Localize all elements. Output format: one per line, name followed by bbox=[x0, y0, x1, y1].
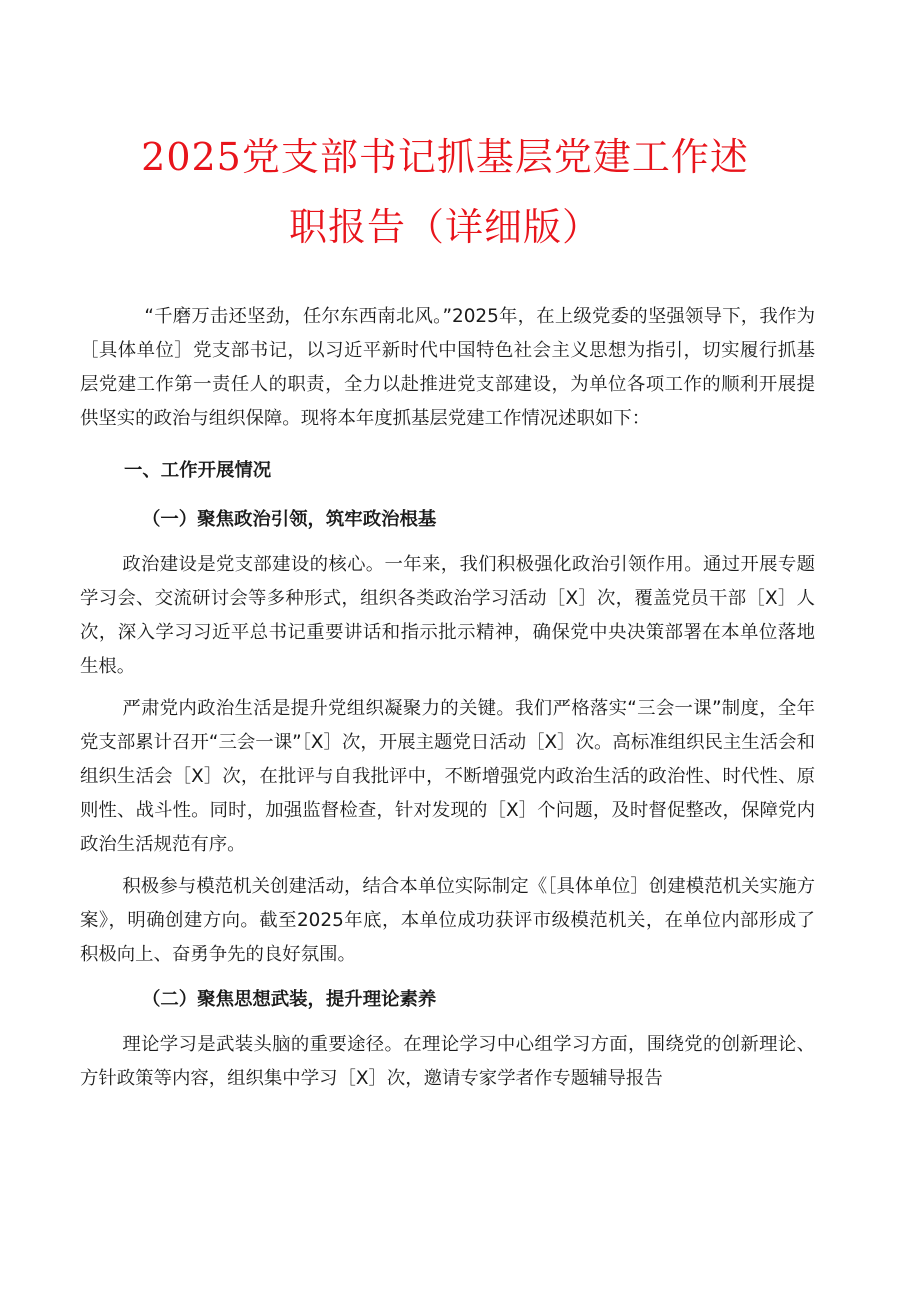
intro-paragraph: “千磨万击还坚劲，任尔东西南北风。”2025年，在上级党委的坚强领导下，我作为［具体单位］党支部书记，以习近平新时代中国特色社会主义思想为指引，切实履行抓基层党建工作第一责任人的职责，全力以赴推进党支部建设，为单位各项工作的顺利开展提供坚实的政治与组织保障。现将本年度抓基层党建工作情况述职如下： bbox=[80, 306, 815, 429]
body-paragraph-4: 理论学习是武装头脑的重要途径。在理论学习中心组学习方面，围绕党的创新理论、方针政策等内容，组织集中学习［X］次，邀请专家学者作专题辅导报告 bbox=[80, 1034, 815, 1089]
document-title-line1: 2025党支部书记抓基层党建工作述 bbox=[141, 135, 749, 179]
section-heading-1: 一、工作开展情况 bbox=[124, 460, 272, 481]
subsection-heading-1: （一）聚焦政治引领，筑牢政治根基 bbox=[142, 509, 437, 530]
body-paragraph-3: 积极参与模范机关创建活动，结合本单位实际制定《［具体单位］创建模范机关实施方案》，明确创建方向。截至2025年底，本单位成功获评市级模范机关，在单位内部形成了积极向上、奋勇争先的良好氛围。 bbox=[80, 876, 815, 965]
document-title-line2: 职报告（详细版） bbox=[288, 205, 601, 249]
document-body bbox=[80, 300, 815, 1104]
body-paragraph-1: 政治建设是党支部建设的核心。一年来，我们积极强化政治引领作用。通过开展专题学习会、交流研讨会等多种形式，组织各类政治学习活动［X］次，覆盖党员干部［X］人次，深入学习习近平总书记重要讲话和指示批示精神，确保党中央决策部署在本单位落地生根。 bbox=[80, 554, 815, 677]
subsection-heading-2: （二）聚焦思想武装，提升理论素养 bbox=[142, 989, 437, 1010]
body-paragraph-2: 严肃党内政治生活是提升党组织凝聚力的关键。我们严格落实“三会一课”制度，全年党支部累计召开“三会一课”［X］次，开展主题党日活动［X］次。高标准组织民主生活会和组织生活会［X］次，在批评与自我批评中，不断增强党内政治生活的政治性、时代性、原则性、战斗性。同时，加强监督检查，针对发现的［X］个问题，及时督促整改，保障党内政治生活规范有序。 bbox=[80, 698, 815, 855]
